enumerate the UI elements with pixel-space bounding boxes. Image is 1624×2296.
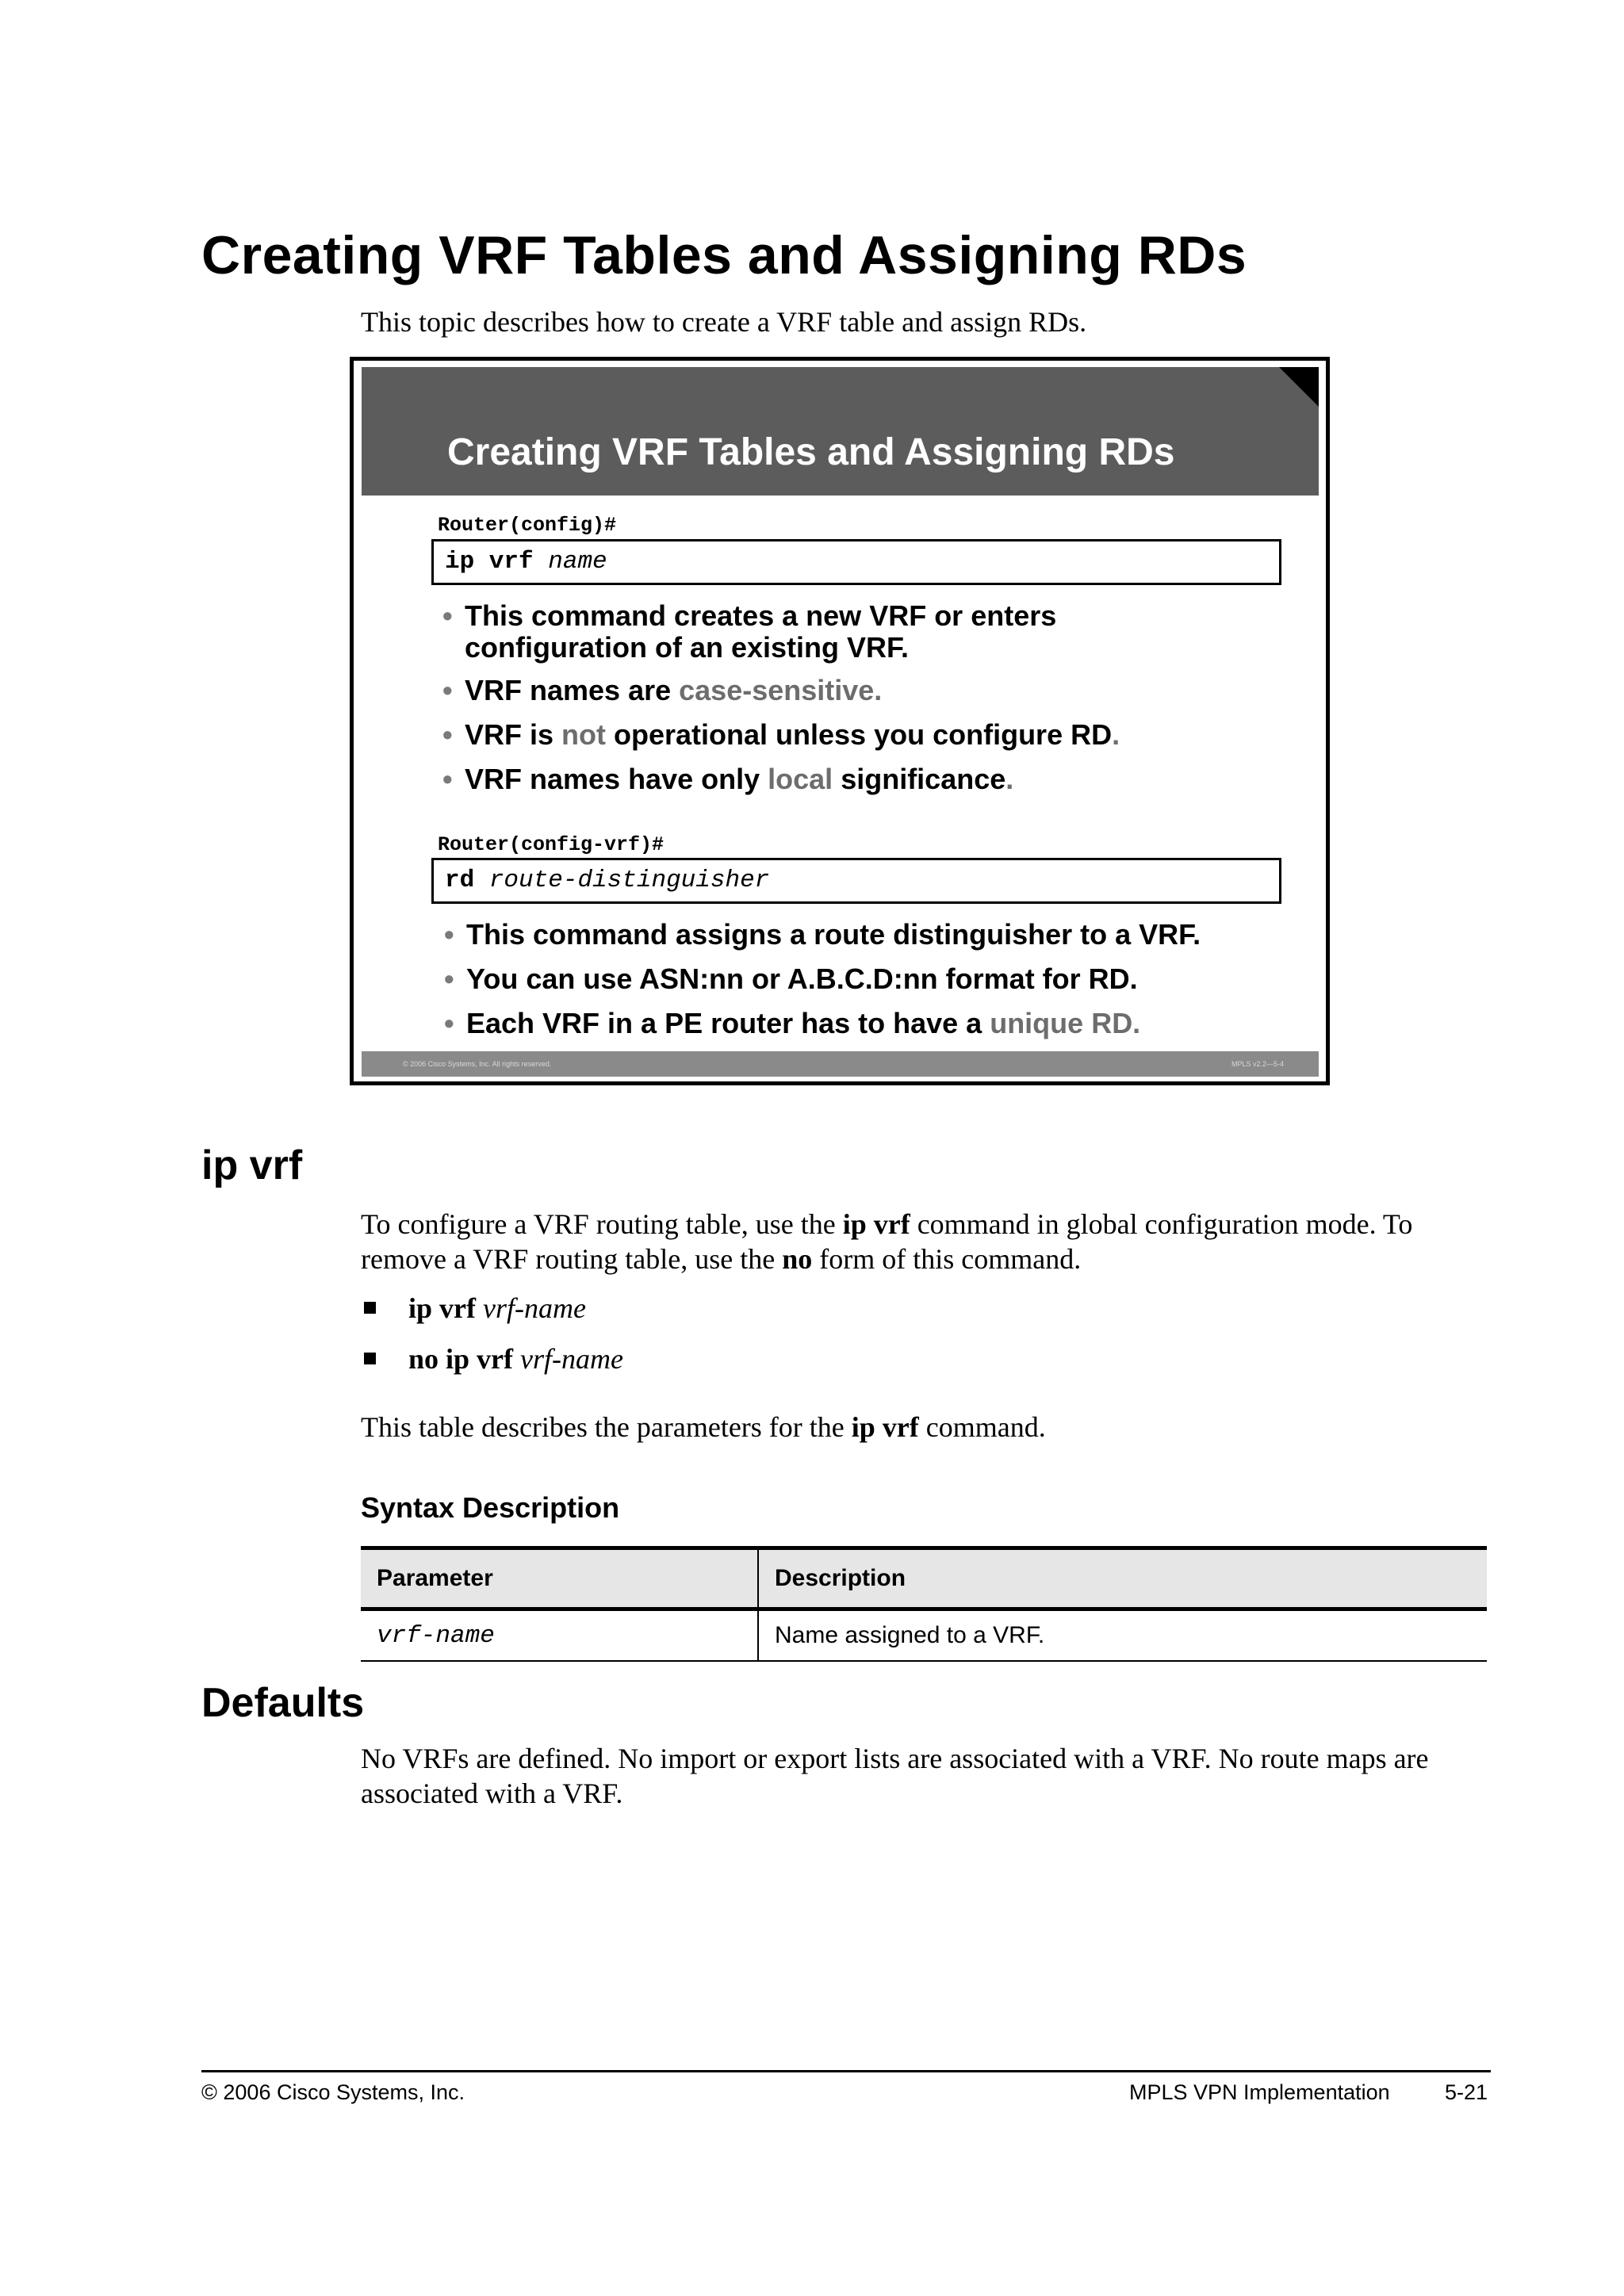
- square-bullet-icon: [364, 1302, 376, 1314]
- bullet-icon: •: [442, 674, 453, 706]
- cell-parameter: vrf-name: [361, 1609, 758, 1662]
- syntax-table: [361, 1546, 1487, 1662]
- table-intro: This table describes the parameters for the ip vrf command.: [361, 1411, 1046, 1443]
- slide-bullet: • This command creates a new VRF or enters configuration of an existing VRF.: [442, 599, 1057, 664]
- slide-corner-triangle: [1279, 367, 1319, 407]
- defaults-text: No VRFs are defined. No import or export lists are associated with a VRF. No route maps are associated with a VRF.: [361, 1743, 1429, 1809]
- slide-bullets-vrf: [442, 600, 1120, 808]
- syntax-description-title: Syntax Description: [361, 1491, 620, 1524]
- slide-title: Creating VRF Tables and Assigning RDs: [447, 431, 1175, 473]
- bullet-icon: •: [444, 1007, 454, 1039]
- square-bullet-icon: [364, 1353, 376, 1364]
- command-box-ip-vrf: [431, 539, 1281, 585]
- slide-bullet: • VRF names have only local significance.: [442, 763, 1014, 795]
- bullet-icon: •: [442, 763, 453, 795]
- slide-bullet: • You can use ASN:nn or A.B.C.D:nn format for RD.: [444, 962, 1138, 995]
- slide-bullets-rd: [444, 919, 1201, 1052]
- footer-course-title: MPLS VPN Implementation: [1129, 2080, 1390, 2104]
- page-title: Creating VRF Tables and Assigning RDs: [201, 225, 1247, 285]
- bullet-icon: •: [442, 718, 453, 751]
- footer-page-number: 5-21: [1445, 2080, 1488, 2104]
- slide-header: [362, 367, 1319, 496]
- slide-bullet: • Each VRF in a PE router has to have a unique RD.: [444, 1007, 1141, 1039]
- footer-copyright: © 2006 Cisco Systems, Inc.: [201, 2080, 465, 2104]
- slide-copyright: © 2006 Cisco Systems, Inc. All rights reserved.: [403, 1060, 552, 1068]
- table-header-row: [361, 1548, 1487, 1609]
- slide-footer: [362, 1051, 1319, 1077]
- command-box-rd: [431, 858, 1281, 904]
- bullet-icon: •: [442, 599, 453, 632]
- section-heading-ip-vrf: ip vrf: [201, 1142, 303, 1188]
- prompt-config: Router(config)#: [438, 514, 617, 537]
- list-item: no ip vrf vrf-name: [361, 1341, 623, 1392]
- table-row: [361, 1609, 1487, 1662]
- slide-course-id: MPLS v2.2—5-4: [1231, 1060, 1284, 1068]
- command-argument: route-distinguisher: [488, 867, 770, 894]
- section-heading-defaults: Defaults: [201, 1680, 365, 1726]
- cell-description: Name assigned to a VRF.: [758, 1609, 1487, 1662]
- column-header-parameter: Parameter: [361, 1548, 758, 1609]
- column-header-description: Description: [758, 1548, 1487, 1609]
- footer-divider: [201, 2070, 1491, 2072]
- ip-vrf-description: To configure a VRF routing table, use the ip vrf command in global configuration mode. To remove a VRF routing table, use the no form of this command.: [361, 1208, 1413, 1275]
- command-keyword: ip vrf: [445, 548, 534, 576]
- slide-bullet: • VRF names are case-sensitive.: [442, 674, 883, 706]
- command-keyword: rd: [445, 867, 475, 894]
- command-syntax-list: [361, 1291, 623, 1392]
- slide-bullet: • VRF is not operational unless you configure RD.: [442, 718, 1120, 751]
- list-item: ip vrf vrf-name: [361, 1291, 623, 1341]
- bullet-icon: •: [444, 962, 454, 995]
- intro-text: This topic describes how to create a VRF table and assign RDs.: [361, 306, 1087, 338]
- slide-bullet: • This command assigns a route distinguisher to a VRF.: [444, 918, 1201, 951]
- prompt-config-vrf: Router(config-vrf)#: [438, 833, 665, 856]
- command-argument: name: [548, 548, 607, 576]
- bullet-icon: •: [444, 918, 454, 951]
- slide: [350, 357, 1330, 1085]
